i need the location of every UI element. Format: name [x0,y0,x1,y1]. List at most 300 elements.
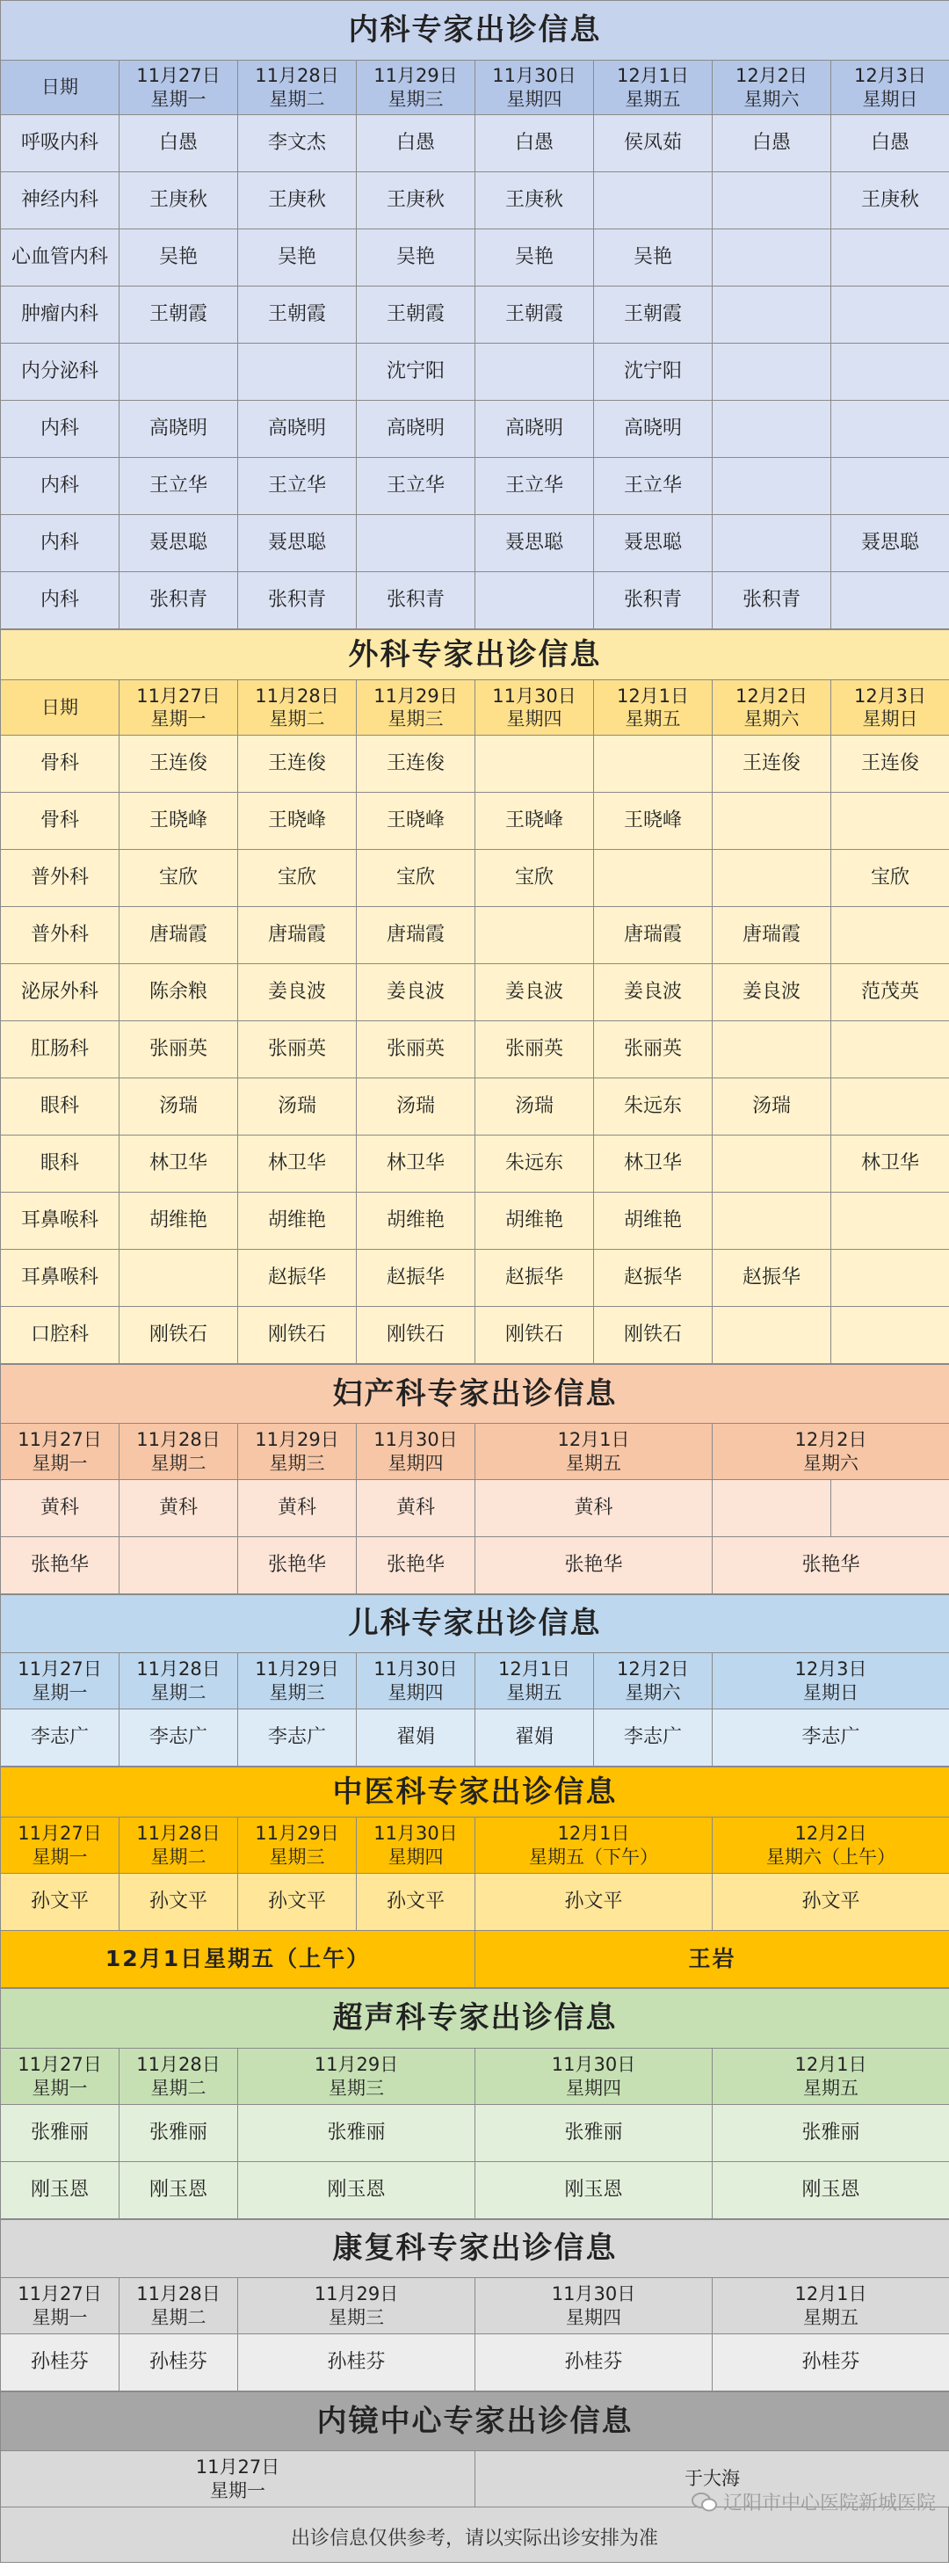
cell-text: 孙桂芬 [564,2351,623,2374]
doctor-cell [238,458,357,515]
doctor-cell [238,1193,357,1250]
date-text: 12月3日 [853,685,927,707]
doctor-cell [831,850,949,907]
cell-text: 聂思聪 [860,532,919,555]
table-row [1,793,949,850]
cell-text: 王庚秋 [149,189,207,212]
cell-text: 高晓明 [267,417,326,440]
cell-text: 聂思聪 [623,532,682,555]
doctor-cell [357,850,475,907]
cell-text: 王朝霞 [386,303,445,326]
doctor-cell [357,1480,475,1537]
doctor-cell [831,793,949,850]
doctor-cell [713,1480,831,1537]
doctor-cell [120,736,238,793]
table-row [1,1709,949,1767]
doctor-cell [713,1193,831,1250]
date-header-cell [831,61,949,115]
doctor-cell [475,1537,713,1594]
cell-text: 宝欣 [277,867,316,889]
date-text: 星期二 [150,1681,206,1703]
doctor-cell [594,344,713,401]
cell-text: 黄科 [277,1497,316,1520]
cell-text: 王晓峰 [267,809,326,832]
doctor-cell [831,115,949,172]
department-cell [1,1193,120,1250]
section-title [1,1989,949,2049]
doctor-cell [120,2334,238,2391]
date-header-row [1,2278,949,2334]
department-cell [1,172,120,229]
date-text: 12月3日 [794,1658,867,1680]
doctor-cell [120,458,238,515]
date-text: 星期四 [388,1452,444,1474]
date-text: 11月29日 [314,2054,399,2076]
date-text: 12月2日 [735,685,808,707]
doctor-cell [713,1874,949,1931]
department-cell [1,1136,120,1193]
cell-text: 张积青 [386,589,445,612]
doctor-cell [357,115,475,172]
erke-section [0,1594,949,1767]
table-row [1,1537,949,1594]
doctor-cell [238,229,357,287]
date-header-cell [238,61,357,115]
doctor-cell [120,1480,238,1537]
date-header-row [1,61,949,115]
cell-text: 王立华 [149,475,207,497]
doctor-cell [357,964,475,1021]
cell-text: 赵振华 [742,1266,800,1289]
date-header-cell [357,680,475,736]
doctor-cell [475,1874,713,1931]
doctor-cell [120,229,238,287]
doctor-cell [120,572,238,629]
table-row [1,572,949,629]
doctor-cell [120,172,238,229]
cell-text: 呼吸内科 [20,132,98,155]
doctor-cell [713,850,831,907]
doctor-cell [238,2334,475,2391]
table-row [1,2105,949,2162]
cell-text: 泌尿外科 [20,981,98,1004]
doctor-cell [475,344,594,401]
date-text: 星期五 [506,1681,562,1703]
cell-text: 张雅丽 [149,2122,207,2144]
cell-text: 李志广 [267,1726,326,1749]
doctor-cell [357,287,475,344]
date-text: 11月27日 [18,2054,102,2076]
doctor-cell [1,2162,120,2219]
date-text: 11月29日 [255,1658,339,1680]
cell-text: 黄科 [158,1497,198,1520]
doctor-cell [238,115,357,172]
cell-text: 胡维艳 [623,1209,682,1232]
doctor-cell [713,1078,831,1136]
cell-text: 王庚秋 [504,189,563,212]
section-title-row [1,1989,949,2049]
cell-text: 孙桂芬 [801,2351,860,2374]
date-label-cell [1,61,120,115]
doctor-cell [357,1537,475,1594]
cell-text: 李志广 [623,1726,682,1749]
doctor-cell [475,229,594,287]
doctor-cell [713,458,831,515]
doctor-cell [475,1250,594,1307]
cell-text: 心血管内科 [11,246,108,269]
cell-text: 白愚 [751,132,791,155]
doctor-cell [357,572,475,629]
section-title-row [1,1,949,61]
doctor-cell [594,115,713,172]
doctor-cell [357,1021,475,1078]
date-text: 星期六 [743,88,800,110]
section-title-row [1,2392,949,2451]
cell-text: 翟娟 [514,1726,554,1749]
doctor-cell [594,1250,713,1307]
doctor-cell [238,515,357,572]
table-row [1,1193,949,1250]
date-text: 星期三 [269,1681,325,1703]
cell-text: 张艳华 [30,1554,89,1577]
doctor-cell [713,793,831,850]
doctor-cell [831,907,949,964]
date-text: 星期六（上午） [766,1846,895,1868]
department-cell [1,1021,120,1078]
cell-text: 内科 [40,532,79,555]
cell-text: 李文杰 [267,132,326,155]
doctor-cell [713,172,831,229]
cell-text: 孙文平 [30,1890,89,1913]
cell-text: 骨科 [40,809,79,832]
doctor-cell [238,572,357,629]
date-header-cell [1,2451,475,2507]
cell-text: 王朝霞 [623,303,682,326]
cell-text: 吴艳 [277,246,316,269]
date-text: 11月30日 [492,685,576,707]
date-text: 星期六 [625,1681,681,1703]
department-cell [1,115,120,172]
doctor-cell [238,1709,357,1767]
cell-text: 于大海 [685,2468,740,2490]
cell-text: 吴艳 [395,246,435,269]
table-row [1,1931,949,1988]
date-text: 11月29日 [373,65,458,87]
table-row [1,515,949,572]
date-text: 11月29日 [255,1823,339,1845]
watermark-text: 辽阳市中心医院新城医院 [722,2493,936,2514]
cell-text: 内镜中心专家出诊信息 [316,2403,634,2439]
doctor-cell [475,115,594,172]
cell-text: 王立华 [267,475,326,497]
cell-text: 张积青 [267,589,326,612]
date-header-cell [120,2278,238,2334]
cell-text: 姜良波 [504,981,563,1004]
cell-text: 高晓明 [386,417,445,440]
date-header-row [1,1653,949,1709]
cell-text: 张丽英 [386,1038,445,1061]
doctor-cell [713,2334,949,2391]
section-title-row [1,2220,949,2278]
date-header-cell [120,2049,238,2105]
cell-text: 耳鼻喉科 [20,1209,98,1232]
section-title [1,1,949,61]
doctor-cell [238,344,357,401]
doctor-cell [357,344,475,401]
cell-text: 白愚 [870,132,909,155]
cell-text: 林卫华 [860,1152,919,1175]
doctor-cell [594,907,713,964]
cell-text: 肛肠科 [30,1038,89,1061]
date-text: 星期二 [269,88,325,110]
doctor-cell [120,1537,238,1594]
date-header-cell [238,1818,357,1874]
cell-text: 唐瑞霞 [386,924,445,947]
date-text: 11月28日 [255,685,339,707]
doctor-cell [120,344,238,401]
date-text: 星期一 [150,708,206,729]
doctor-cell [238,964,357,1021]
cell-text: 侯凤茹 [623,132,682,155]
date-text: 11月27日 [18,1823,102,1845]
cell-text: 聂思聪 [504,532,563,555]
table-row [1,458,949,515]
date-header-cell [713,2049,949,2105]
doctor-cell [831,1307,949,1364]
cell-text: 唐瑞霞 [742,924,800,947]
cell-text: 眼科 [40,1095,79,1118]
date-header-cell [1,2278,120,2334]
date-text: 11月30日 [492,65,576,87]
cell-text: 张艳华 [564,1554,623,1577]
doctor-cell [831,1021,949,1078]
section-title [1,1365,949,1424]
cell-text: 张丽英 [623,1038,682,1061]
doctor-cell [120,401,238,458]
doctor-cell [1,1537,120,1594]
cell-text: 张雅丽 [30,2122,89,2144]
section-title [1,2220,949,2278]
cell-text: 张丽英 [149,1038,207,1061]
cell-text: 沈宁阳 [623,360,682,383]
section-title-row [1,1365,949,1424]
date-text: 星期三 [269,1452,325,1474]
date-header-cell [831,680,949,736]
date-header-cell [1,1424,120,1480]
cell-text: 翟娟 [395,1726,435,1749]
table-row [1,344,949,401]
date-text: 11月27日 [195,2456,280,2478]
date-text: 星期五 [625,708,681,729]
zhongyi-section [0,1767,949,1988]
cell-text: 儿科专家出诊信息 [348,1606,602,1642]
cell-text: 林卫华 [267,1152,326,1175]
cell-text: 张积青 [149,589,207,612]
date-text: 11月27日 [136,65,221,87]
date-text: 11月28日 [136,1823,221,1845]
date-text: 星期六 [803,1452,858,1474]
date-header-cell [357,1818,475,1874]
cell-text: 高晓明 [149,417,207,440]
table-row [1,115,949,172]
doctor-cell [357,736,475,793]
date-text: 星期五 [803,2077,858,2099]
date-text: 星期四 [388,1846,444,1868]
doctor-cell [357,172,475,229]
cell-text: 张积青 [742,589,800,612]
department-cell [1,736,120,793]
cell-text: 赵振华 [386,1266,445,1289]
doctor-cell [475,287,594,344]
doctor-cell [357,1307,475,1364]
date-text: 星期二 [150,1846,206,1868]
doctor-cell [594,1709,713,1767]
doctor-cell [120,1250,238,1307]
cell-text: 王朝霞 [149,303,207,326]
doctor-cell [831,344,949,401]
cell-text: 眼科 [40,1152,79,1175]
cell-text: 内分泌科 [20,360,98,383]
doctor-cell [594,287,713,344]
cell-text: 孙文平 [267,1890,326,1913]
date-text: 12月1日星期五（上午） [105,1946,371,1972]
table-row [1,907,949,964]
doctor-cell [357,1250,475,1307]
cell-text: 普外科 [30,867,89,889]
date-text: 星期五 [803,2306,858,2328]
doctor-cell [357,793,475,850]
cell-text: 王立华 [504,475,563,497]
cell-text: 张雅丽 [327,2122,386,2144]
doctor-cell [475,736,594,793]
doctor-cell [120,1193,238,1250]
doctor-cell [594,1078,713,1136]
extra-doctor-cell [475,1931,949,1988]
doctor-cell [831,515,949,572]
date-text: 星期日 [862,708,918,729]
doctor-cell [594,458,713,515]
date-text: 11月29日 [255,1429,339,1451]
date-header-cell [594,1653,713,1709]
cell-text: 孙桂芬 [149,2351,207,2374]
date-header-cell [120,1653,238,1709]
wechat-icon [692,2492,718,2513]
date-text: 11月28日 [136,2283,221,2305]
section-title [1,630,949,680]
cell-text: 宝欣 [395,867,435,889]
cell-text: 刚铁石 [623,1324,682,1346]
date-header-cell [238,680,357,736]
cell-text: 白愚 [158,132,198,155]
cell-text: 朱远东 [504,1152,563,1175]
doctor-cell [120,287,238,344]
doctor-cell [475,2334,713,2391]
waike-section [0,629,949,1364]
date-header-cell [475,2278,713,2334]
cell-text: 姜良波 [386,981,445,1004]
doctor-cell [238,1307,357,1364]
date-text: 星期一 [32,1452,88,1474]
disclaimer-text: 出诊信息仅供参考，请以实际出诊安排为准 [290,2528,658,2550]
doctor-cell [120,2162,238,2219]
cell-text: 外科专家出诊信息 [348,636,602,672]
doctor-cell [713,1250,831,1307]
date-header-cell [713,1653,949,1709]
doctor-cell [713,1709,949,1767]
cell-text: 姜良波 [623,981,682,1004]
doctor-cell [594,793,713,850]
cell-text: 王晓峰 [386,809,445,832]
table-row [1,1307,949,1364]
neike-section [0,0,949,629]
cell-text: 林卫华 [386,1152,445,1175]
date-text: 11月30日 [373,1658,458,1680]
cell-text: 王晓峰 [623,809,682,832]
cell-text: 唐瑞霞 [267,924,326,947]
cell-text: 宝欣 [514,867,554,889]
doctor-cell [594,850,713,907]
date-text: 星期日 [803,1681,858,1703]
date-header-cell [120,1424,238,1480]
doctor-cell [713,1307,831,1364]
cell-text: 姜良波 [742,981,800,1004]
department-cell [1,401,120,458]
doctor-cell [475,401,594,458]
cell-text: 范茂英 [860,981,919,1004]
department-cell [1,850,120,907]
doctor-cell [238,1021,357,1078]
cell-text: 吴艳 [633,246,672,269]
date-text: 11月30日 [551,2283,636,2305]
doctor-cell [357,907,475,964]
section-title-row [1,1595,949,1653]
table-row [1,1136,949,1193]
cell-text: 刚玉恩 [327,2179,386,2202]
doctor-cell [831,1078,949,1136]
cell-text: 李志广 [801,1726,860,1749]
doctor-cell [238,1250,357,1307]
date-label-cell [1,680,120,736]
cell-text: 胡维艳 [504,1209,563,1232]
section-title [1,2392,949,2451]
date-text: 12月1日 [557,1429,630,1451]
cell-text: 汤瑞 [158,1095,198,1118]
cell-text: 汤瑞 [514,1095,554,1118]
date-text: 星期三 [269,1846,325,1868]
date-header-row [1,2049,949,2105]
cell-text: 张雅丽 [564,2122,623,2144]
date-header-cell [238,1424,357,1480]
cell-text: 高晓明 [623,417,682,440]
cell-text: 内科 [40,475,79,497]
doctor-cell [120,1874,238,1931]
cell-text: 汤瑞 [277,1095,316,1118]
date-header-cell [475,1818,713,1874]
cell-text: 张雅丽 [801,2122,860,2144]
date-header-cell [713,2278,949,2334]
cell-text: 中医科专家出诊信息 [332,1774,618,1810]
section-title [1,1767,949,1818]
department-cell [1,344,120,401]
cell-text: 王庚秋 [267,189,326,212]
date-text: 星期二 [150,1452,206,1474]
doctor-cell [475,1709,594,1767]
date-text: 星期三 [329,2077,384,2099]
date-header-cell [475,1653,594,1709]
cell-text: 张艳华 [386,1554,445,1577]
date-header-row [1,1818,949,1874]
fuke-section [0,1364,949,1594]
